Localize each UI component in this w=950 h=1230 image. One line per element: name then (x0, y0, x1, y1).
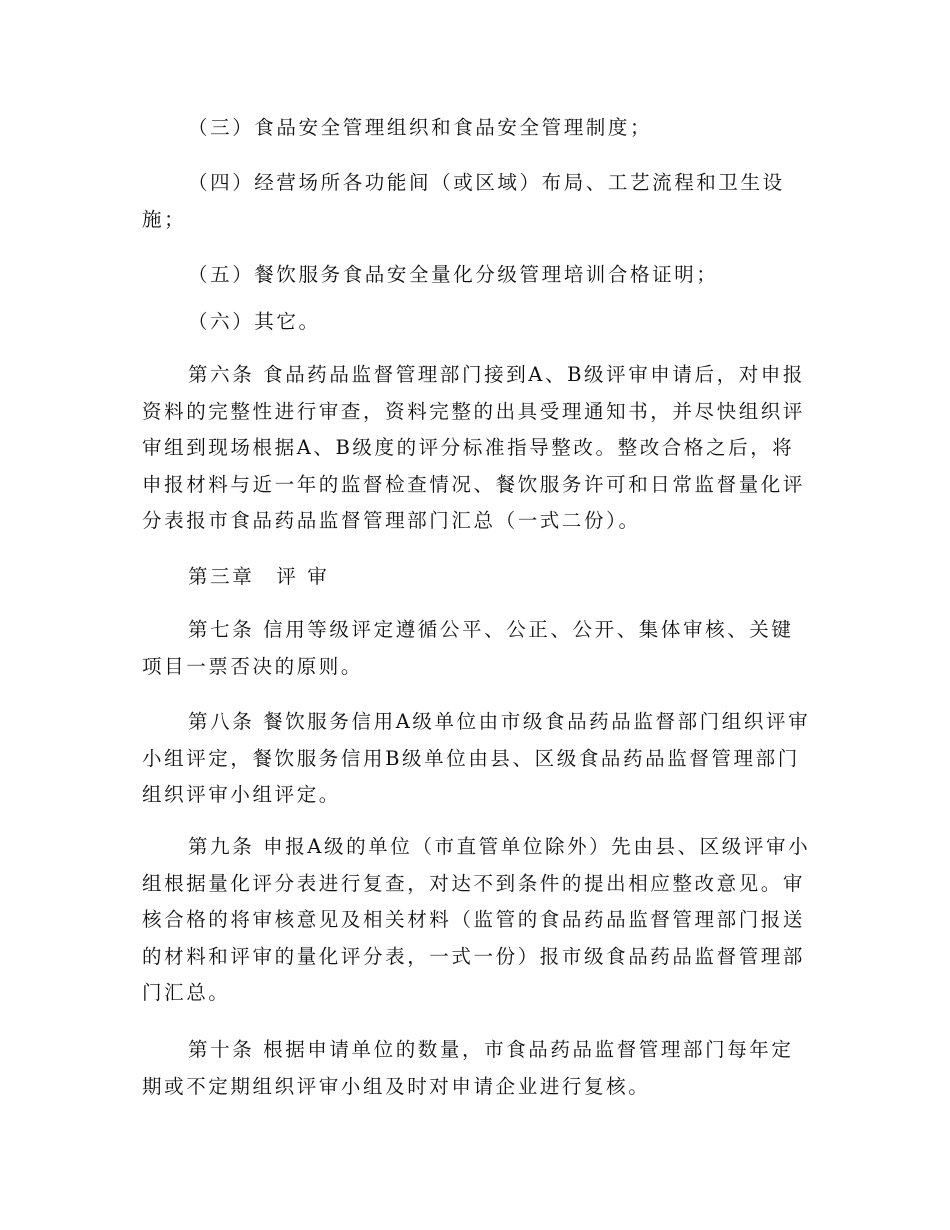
article-9: 第九条 申报A级的单位（市直管单位除外）先由县、区级评审小组根据量化评分表进行复查，对达不到条件的提出相应整改意见。审核合格的将审核意见及相关材料（监管的食品药品监督管理部门报送的材料和评审的量化评分表，一式一份）报市级食品药品监督管理部门汇总。 (142, 835, 811, 1004)
article-10: 第十条 根据申请单位的数量，市食品药品监督管理部门每年定期或不定期组织评审小组及时对申请企业进行复核。 (142, 1038, 794, 1098)
article-8: 第八条 餐饮服务信用A级单位由市级食品药品监督部门组织评审小组评定，餐饮服务信用B级单位由县、区级食品药品监督管理部门组织评审小组评定。 (142, 710, 811, 806)
paragraph-item-6: （六）其它。 (188, 310, 321, 333)
paragraph-item-3: （三）食品安全管理组织和食品安全管理制度； (188, 116, 653, 139)
paragraph-item-4: （四）经营场所各功能间（或区域）布局、工艺流程和卫生设施； (142, 171, 785, 231)
chapter-3-heading: 第三章 评 审 (188, 565, 330, 588)
article-6: 第六条 食品药品监督管理部门接到A、B级评审申请后，对申报资料的完整性进行审查，资料完整的出具受理通知书，并尽快组织评审组到现场根据A、B级度的评分标准指导整改。整改合格之后，将申报材料与近一年的监督检查情况、餐饮服务许可和日常监督量化评分表报市食品药品监督管理部门汇总（一式二份）。 (142, 363, 806, 532)
paragraph-item-5: （五）餐饮服务食品安全量化分级管理培训合格证明； (188, 263, 719, 286)
article-7: 第七条 信用等级评定遵循公平、公正、公开、集体审核、关键项目一票否决的原则。 (142, 618, 794, 678)
